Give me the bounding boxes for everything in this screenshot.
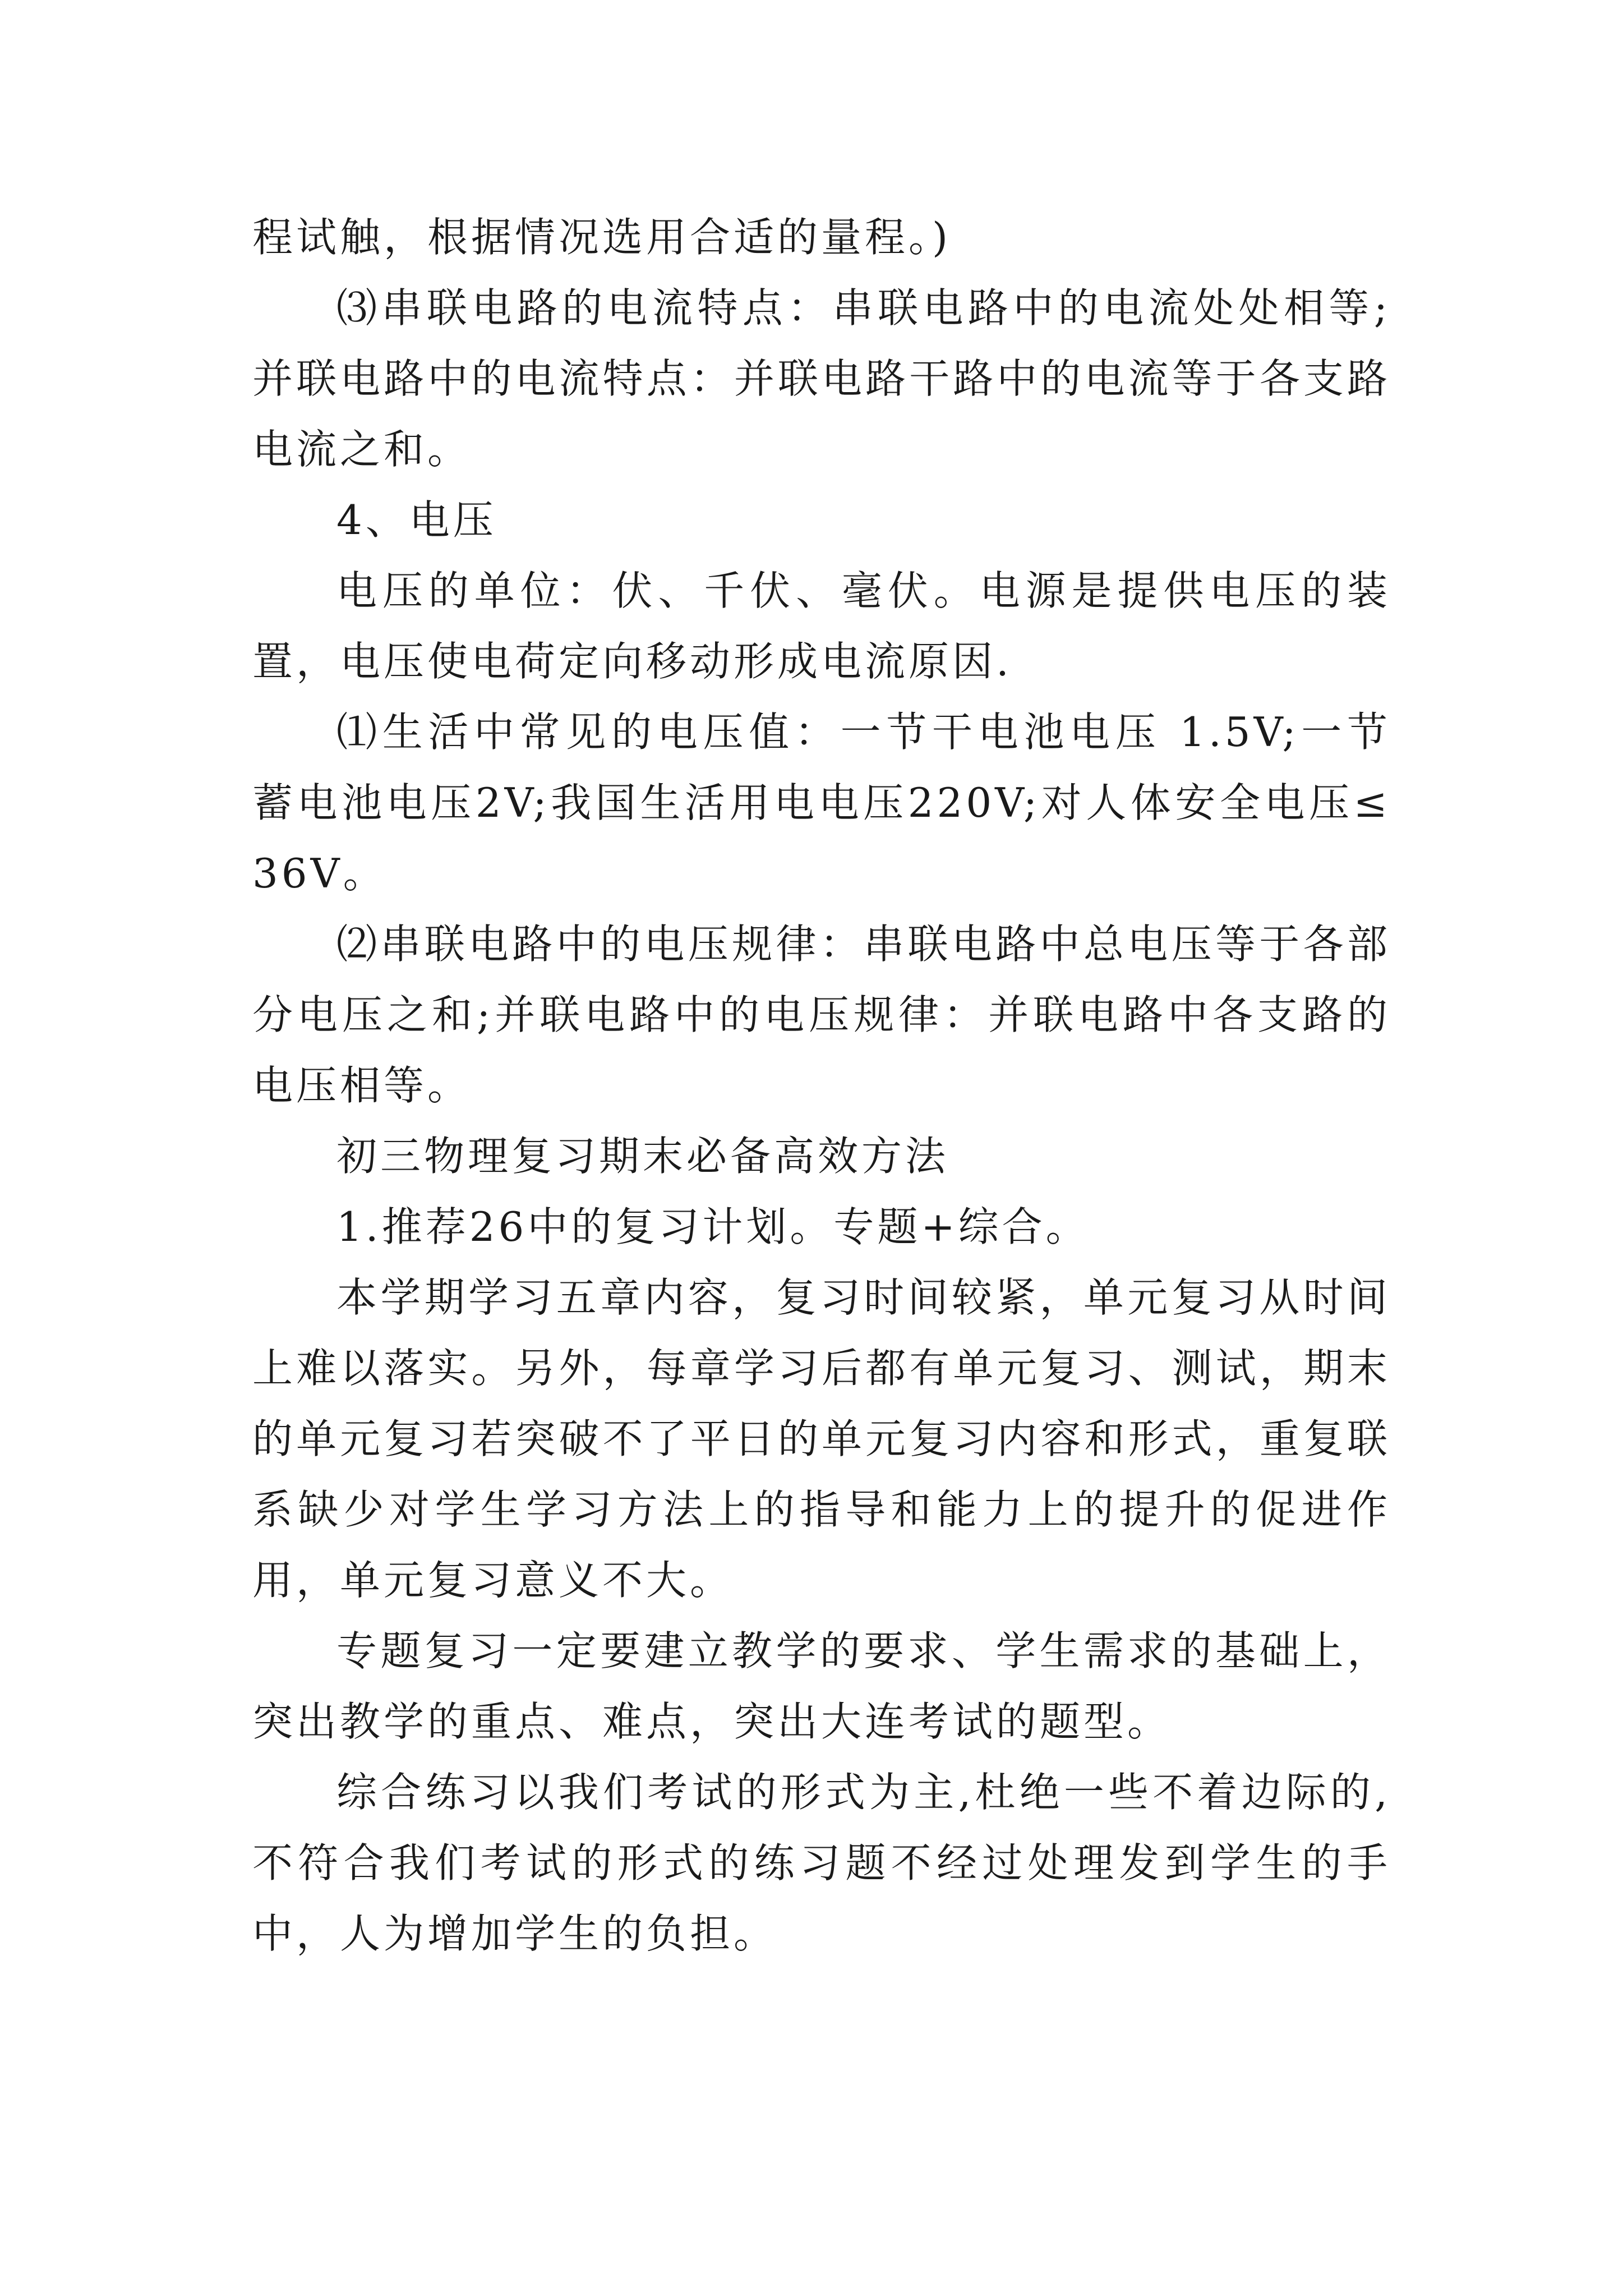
paragraph-unit-review: 本学期学习五章内容，复习时间较紧，单元复习从时间上难以落实。另外，每章学习后都有单元复习、测试，期末的单元复习若突破不了平日的单元复习内容和形式，重复联系缺少对学生学习方法上的指导和能力上的提升的促进作用，单元复习意义不大。 [252,1274,1391,1604]
paragraph-comprehensive-practice: 综合练习以我们考试的形式为主,杜绝一些不着边际的,不符合我们考试的形式的练习题不经过处理发到学生的手中，人为增加学生的负担。 [252,1769,1391,1957]
paragraph-review-plan: 1.推荐26中的复习计划。专题+综合。 [336,1203,1090,1250]
paragraph-voltage-units: 电压的单位：伏、千伏、毫伏。电源是提供电压的装置，电压使电荷定向移动形成电流原因. [252,567,1391,685]
paragraph-current-characteristics: ⑶串联电路的电流特点：串联电路中的电流处处相等;并联电路中的电流特点：并联电路干路中的电流等于各支路电流之和。 [252,284,1391,473]
section-heading-voltage: 4、电压 [336,496,497,544]
document-body [252,202,1391,1969]
paragraph-topic-review: 专题复习一定要建立教学的要求、学生需求的基础上，突出教学的重点、难点，突出大连考试的题型。 [252,1627,1391,1745]
section-heading-review-methods: 初三物理复习期末必备高效方法 [336,1133,949,1180]
paragraph-continuation: 程试触，根据情况选用合适的量程。) [252,214,952,261]
paragraph-voltage-rules: ⑵串联电路中的电压规律：串联电路中总电压等于各部分电压之和;并联电路中的电压规律：并联电路中各支路的电压相等。 [252,921,1391,1109]
paragraph-common-voltages: ⑴生活中常见的电压值：一节干电池电压 1.5V;一节蓄电池电压2V;我国生活用电电压220V;对人体安全电压≤36V。 [252,708,1391,897]
